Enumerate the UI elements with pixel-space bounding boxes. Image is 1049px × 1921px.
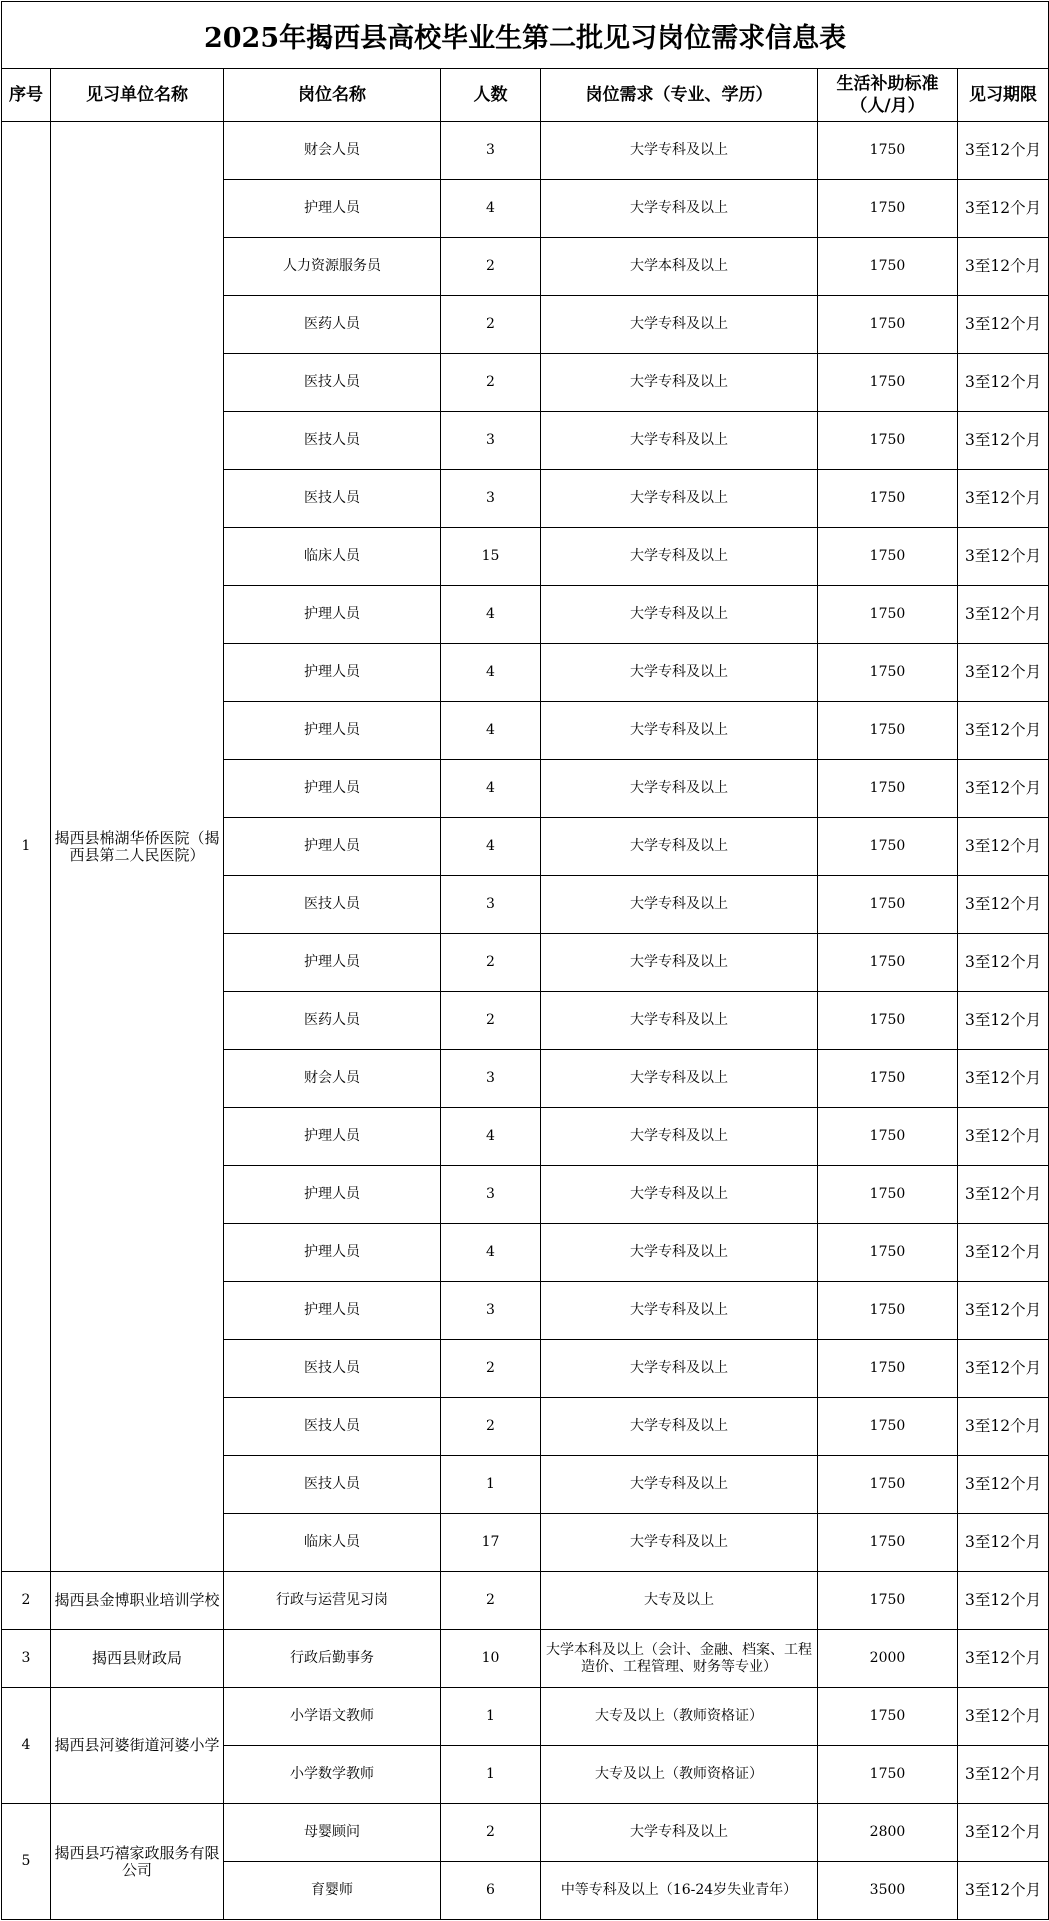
cell-requirement: 大学专科及以上 [541,818,818,876]
cell-period: 3至12个月 [958,1572,1049,1630]
cell-requirement: 大专及以上（教师资格证） [541,1746,818,1804]
cell-requirement: 大学专科及以上 [541,354,818,412]
cell-subsidy: 2800 [818,1804,958,1862]
cell-position: 护理人员 [224,934,441,992]
cell-period: 3至12个月 [958,238,1049,296]
cell-position: 医药人员 [224,296,441,354]
cell-requirement: 大学专科及以上 [541,296,818,354]
cell-period: 3至12个月 [958,1050,1049,1108]
cell-count: 3 [441,470,541,528]
cell-subsidy: 1750 [818,1224,958,1282]
cell-requirement: 大学本科及以上（会计、金融、档案、工程造价、工程管理、财务等专业） [541,1630,818,1688]
cell-seq: 3 [2,1630,51,1688]
cell-count: 6 [441,1862,541,1920]
cell-count: 2 [441,296,541,354]
cell-count: 1 [441,1746,541,1804]
header-period: 见习期限 [958,69,1049,122]
cell-subsidy: 1750 [818,1050,958,1108]
cell-subsidy: 1750 [818,1688,958,1746]
cell-requirement: 大学专科及以上 [541,1224,818,1282]
cell-period: 3至12个月 [958,818,1049,876]
cell-position: 临床人员 [224,528,441,586]
cell-period: 3至12个月 [958,760,1049,818]
cell-position: 医技人员 [224,470,441,528]
cell-count: 15 [441,528,541,586]
table-row [2,1572,1049,1630]
cell-period: 3至12个月 [958,876,1049,934]
cell-position: 小学语文教师 [224,1688,441,1746]
header-position: 岗位名称 [224,69,441,122]
cell-period: 3至12个月 [958,180,1049,238]
cell-position: 医技人员 [224,412,441,470]
cell-period: 3至12个月 [958,470,1049,528]
cell-subsidy: 1750 [818,702,958,760]
cell-subsidy: 1750 [818,586,958,644]
cell-seq: 4 [2,1688,51,1804]
cell-position: 小学数学教师 [224,1746,441,1804]
cell-count: 2 [441,1572,541,1630]
table-body [2,122,1049,1920]
cell-requirement: 大学专科及以上 [541,876,818,934]
cell-seq: 2 [2,1572,51,1630]
cell-subsidy: 1750 [818,1514,958,1572]
cell-period: 3至12个月 [958,702,1049,760]
cell-count: 4 [441,644,541,702]
cell-requirement: 大学专科及以上 [541,702,818,760]
cell-subsidy: 1750 [818,1456,958,1514]
cell-position: 行政后勤事务 [224,1630,441,1688]
cell-subsidy: 1750 [818,1166,958,1224]
cell-subsidy: 1750 [818,528,958,586]
cell-period: 3至12个月 [958,992,1049,1050]
cell-period: 3至12个月 [958,1340,1049,1398]
cell-subsidy: 1750 [818,818,958,876]
cell-seq: 1 [2,122,51,1572]
header-unit: 见习单位名称 [51,69,224,122]
cell-period: 3至12个月 [958,1456,1049,1514]
cell-count: 2 [441,1398,541,1456]
page-title: 2025年揭西县高校毕业生第二批见习岗位需求信息表 [2,2,1049,69]
cell-period: 3至12个月 [958,412,1049,470]
cell-subsidy: 2000 [818,1630,958,1688]
cell-position: 行政与运营见习岗 [224,1572,441,1630]
cell-position: 护理人员 [224,702,441,760]
cell-subsidy: 1750 [818,1746,958,1804]
cell-count: 4 [441,760,541,818]
cell-requirement: 大学本科及以上 [541,238,818,296]
cell-requirement: 大学专科及以上 [541,644,818,702]
cell-subsidy: 3500 [818,1862,958,1920]
cell-period: 3至12个月 [958,354,1049,412]
cell-position: 护理人员 [224,1224,441,1282]
cell-position: 护理人员 [224,1108,441,1166]
cell-subsidy: 1750 [818,354,958,412]
cell-period: 3至12个月 [958,1862,1049,1920]
cell-requirement: 大学专科及以上 [541,992,818,1050]
cell-subsidy: 1750 [818,470,958,528]
cell-period: 3至12个月 [958,1224,1049,1282]
cell-period: 3至12个月 [958,1166,1049,1224]
table-row [2,1688,1049,1746]
cell-seq: 5 [2,1804,51,1920]
cell-position: 财会人员 [224,122,441,180]
cell-position: 医药人员 [224,992,441,1050]
cell-period: 3至12个月 [958,1108,1049,1166]
cell-count: 3 [441,876,541,934]
cell-subsidy: 1750 [818,876,958,934]
cell-period: 3至12个月 [958,122,1049,180]
cell-count: 2 [441,992,541,1050]
cell-requirement: 大学专科及以上 [541,1398,818,1456]
table-row [2,1804,1049,1862]
cell-count: 3 [441,1166,541,1224]
cell-requirement: 大学专科及以上 [541,586,818,644]
cell-position: 医技人员 [224,1456,441,1514]
cell-count: 4 [441,1224,541,1282]
cell-count: 4 [441,180,541,238]
cell-period: 3至12个月 [958,1630,1049,1688]
cell-period: 3至12个月 [958,296,1049,354]
cell-requirement: 大学专科及以上 [541,1804,818,1862]
cell-requirement: 中等专科及以上（16-24岁失业青年） [541,1862,818,1920]
cell-subsidy: 1750 [818,934,958,992]
cell-requirement: 大专及以上（教师资格证） [541,1688,818,1746]
cell-subsidy: 1750 [818,412,958,470]
cell-requirement: 大学专科及以上 [541,122,818,180]
cell-subsidy: 1750 [818,760,958,818]
cell-requirement: 大专及以上 [541,1572,818,1630]
cell-position: 医技人员 [224,1398,441,1456]
cell-requirement: 大学专科及以上 [541,934,818,992]
cell-count: 2 [441,238,541,296]
cell-count: 3 [441,1282,541,1340]
cell-requirement: 大学专科及以上 [541,760,818,818]
cell-count: 1 [441,1688,541,1746]
cell-unit-name: 揭西县巧禧家政服务有限公司 [51,1804,224,1920]
cell-position: 人力资源服务员 [224,238,441,296]
header-requirement: 岗位需求（专业、学历） [541,69,818,122]
cell-period: 3至12个月 [958,644,1049,702]
cell-requirement: 大学专科及以上 [541,1050,818,1108]
table-row [2,122,1049,180]
cell-requirement: 大学专科及以上 [541,1514,818,1572]
cell-period: 3至12个月 [958,1398,1049,1456]
cell-period: 3至12个月 [958,528,1049,586]
cell-subsidy: 1750 [818,1108,958,1166]
cell-count: 4 [441,586,541,644]
cell-period: 3至12个月 [958,1804,1049,1862]
cell-position: 护理人员 [224,180,441,238]
cell-period: 3至12个月 [958,586,1049,644]
cell-subsidy: 1750 [818,1282,958,1340]
cell-count: 17 [441,1514,541,1572]
table-row [2,1630,1049,1688]
cell-period: 3至12个月 [958,1282,1049,1340]
cell-position: 护理人员 [224,586,441,644]
cell-subsidy: 1750 [818,1572,958,1630]
cell-unit-name: 揭西县河婆街道河婆小学 [51,1688,224,1804]
cell-requirement: 大学专科及以上 [541,1166,818,1224]
cell-subsidy: 1750 [818,122,958,180]
cell-subsidy: 1750 [818,1340,958,1398]
cell-count: 4 [441,818,541,876]
cell-subsidy: 1750 [818,992,958,1050]
cell-requirement: 大学专科及以上 [541,1340,818,1398]
header-subsidy: 生活补助标准（人/月） [818,69,958,122]
cell-requirement: 大学专科及以上 [541,1108,818,1166]
cell-position: 护理人员 [224,1166,441,1224]
cell-position: 母婴顾问 [224,1804,441,1862]
cell-count: 3 [441,412,541,470]
cell-count: 10 [441,1630,541,1688]
cell-requirement: 大学专科及以上 [541,1456,818,1514]
cell-position: 财会人员 [224,1050,441,1108]
cell-period: 3至12个月 [958,1514,1049,1572]
cell-period: 3至12个月 [958,934,1049,992]
cell-subsidy: 1750 [818,1398,958,1456]
cell-position: 护理人员 [224,760,441,818]
cell-position: 护理人员 [224,818,441,876]
cell-count: 3 [441,1050,541,1108]
cell-count: 2 [441,354,541,412]
header-seq: 序号 [2,69,51,122]
cell-requirement: 大学专科及以上 [541,180,818,238]
cell-count: 3 [441,122,541,180]
cell-requirement: 大学专科及以上 [541,528,818,586]
cell-unit-name: 揭西县棉湖华侨医院（揭西县第二人民医院） [51,122,224,1572]
cell-count: 2 [441,1340,541,1398]
cell-count: 4 [441,702,541,760]
cell-count: 1 [441,1456,541,1514]
cell-position: 育婴师 [224,1862,441,1920]
job-table [1,1,1049,1920]
cell-subsidy: 1750 [818,238,958,296]
cell-unit-name: 揭西县财政局 [51,1630,224,1688]
cell-position: 护理人员 [224,644,441,702]
cell-position: 护理人员 [224,1282,441,1340]
cell-count: 2 [441,1804,541,1862]
cell-period: 3至12个月 [958,1746,1049,1804]
cell-requirement: 大学专科及以上 [541,470,818,528]
cell-count: 2 [441,934,541,992]
cell-unit-name: 揭西县金博职业培训学校 [51,1572,224,1630]
cell-count: 4 [441,1108,541,1166]
cell-subsidy: 1750 [818,180,958,238]
cell-position: 医技人员 [224,876,441,934]
cell-requirement: 大学专科及以上 [541,412,818,470]
cell-period: 3至12个月 [958,1688,1049,1746]
cell-subsidy: 1750 [818,296,958,354]
cell-position: 临床人员 [224,1514,441,1572]
cell-position: 医技人员 [224,1340,441,1398]
cell-requirement: 大学专科及以上 [541,1282,818,1340]
header-count: 人数 [441,69,541,122]
cell-subsidy: 1750 [818,644,958,702]
cell-position: 医技人员 [224,354,441,412]
